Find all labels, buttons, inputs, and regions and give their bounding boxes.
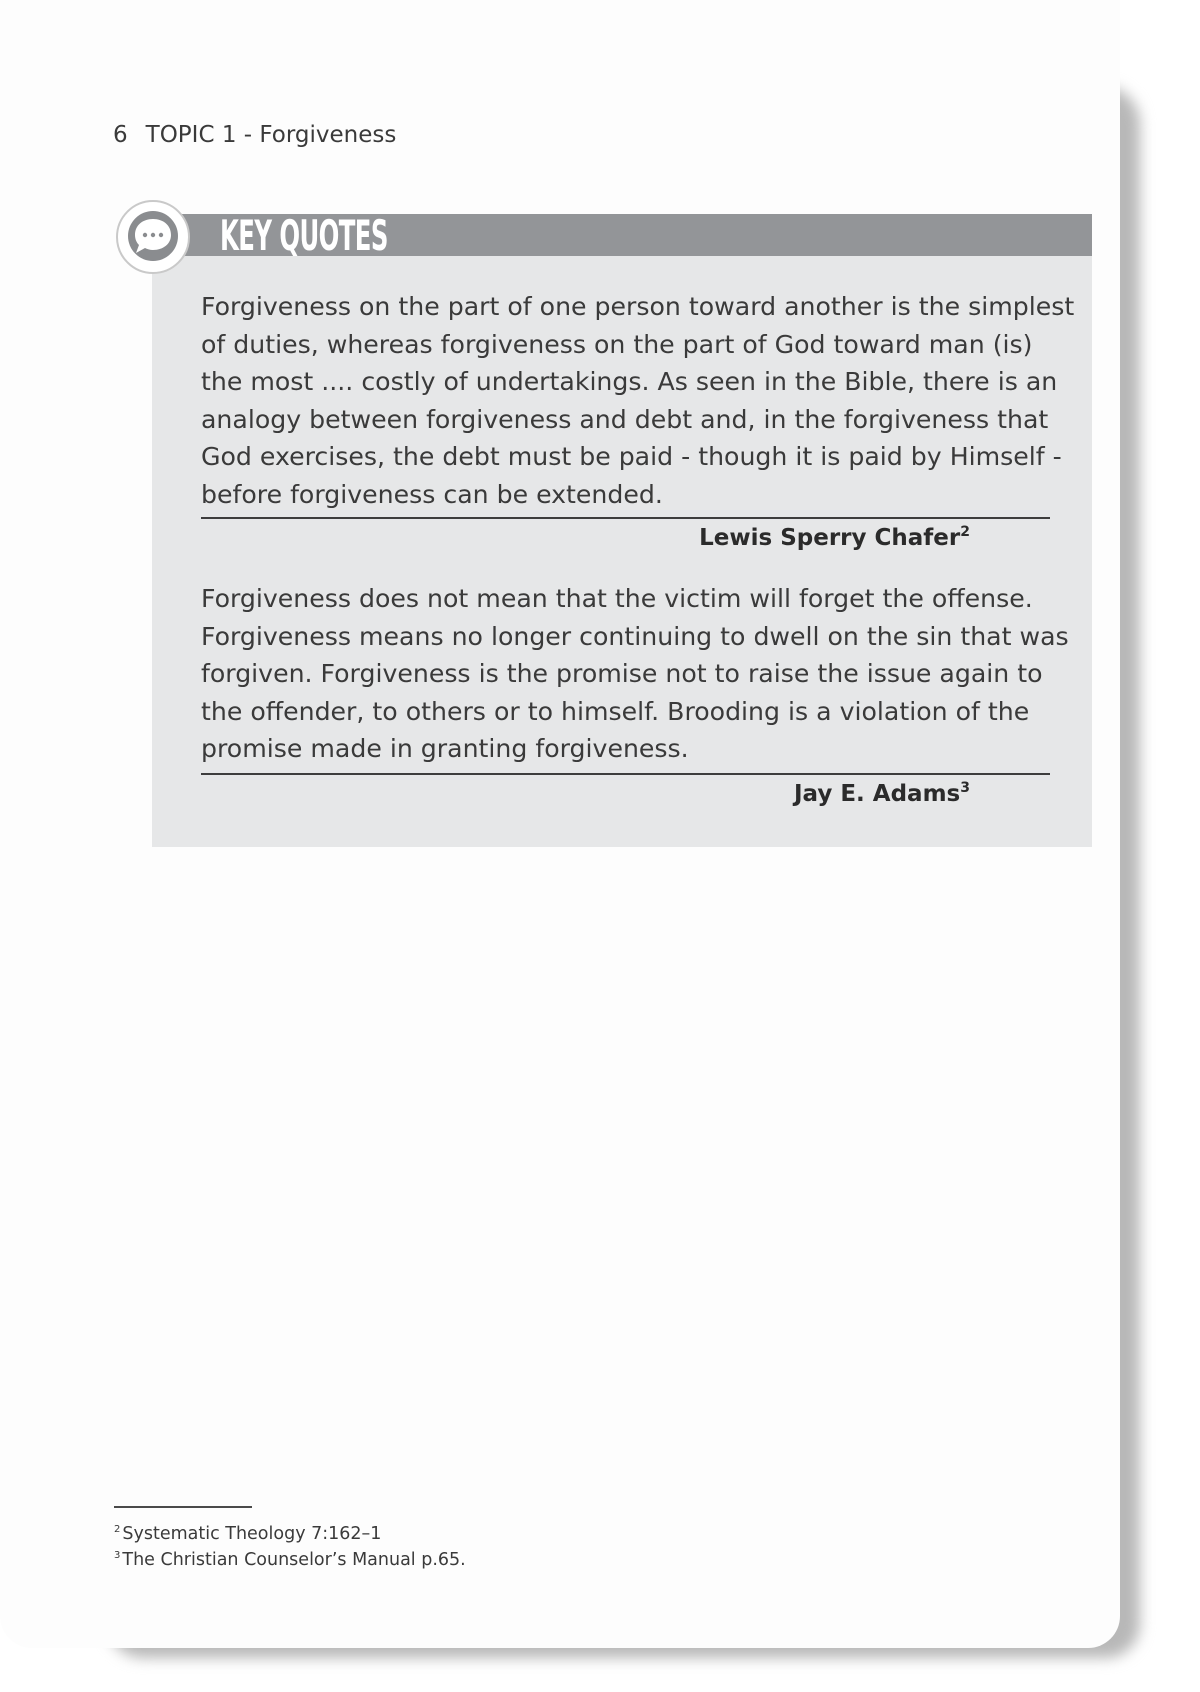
quote-adams (201, 580, 1069, 768)
topic-title: TOPIC 1 - Forgiveness (145, 122, 397, 148)
quote-author-chafer (699, 524, 970, 551)
footnote-item (114, 1519, 466, 1545)
footnote-divider (114, 1506, 252, 1508)
quote-line: promise made in granting forgiveness. (201, 734, 689, 763)
running-header (113, 122, 396, 148)
quote-line: before forgiveness can be extended. (201, 479, 663, 509)
quote-line: the most .... costly of undertakings. As seen in the Bible, there is an (201, 367, 1058, 396)
page-number: 6 (113, 122, 128, 148)
author-name: Lewis Sperry Chafer (699, 525, 961, 551)
quote-line: Forgiveness does not mean that the victim will forget the offense. (201, 584, 1033, 613)
footnote-ref[interactable]: 2 (960, 524, 970, 540)
footnote-number: 2 (114, 1524, 121, 1535)
quote-line: Forgiveness on the part of one person toward another is the simplest (201, 292, 1075, 321)
quote-divider (201, 517, 1050, 519)
footnotes (114, 1519, 466, 1571)
quote-line: Forgiveness means no longer continuing to dwell on the sin that was (201, 621, 1069, 651)
quote-author-adams (794, 780, 970, 807)
footnote-number: 3 (114, 1550, 121, 1561)
speech-bubble-icon (116, 200, 190, 274)
quote-line: the offender, to others or to himself. Brooding is a violation of the (201, 696, 1030, 726)
quote-line: forgiven. Forgiveness is the promise not to raise the issue again to (201, 659, 1043, 688)
quote-chafer (201, 288, 1075, 513)
footnote-item (114, 1545, 466, 1571)
author-name: Jay E. Adams (793, 781, 961, 807)
quote-line: analogy between forgiveness and debt and, in the forgiveness that (201, 404, 1049, 434)
footnote-text: Systematic Theology 7:162–1 (122, 1524, 382, 1544)
quote-divider (201, 773, 1050, 775)
footnote-ref[interactable]: 3 (960, 780, 970, 796)
footnote-text: The Christian Counselor’s Manual p.65. (122, 1550, 466, 1570)
key-quotes-title: KEY QUOTES (220, 211, 388, 260)
quote-line: God exercises, the debt must be paid - though it is paid by Himself - (201, 442, 1062, 471)
quote-line: of duties, whereas forgiveness on the part of God toward man (is) (201, 329, 1033, 359)
